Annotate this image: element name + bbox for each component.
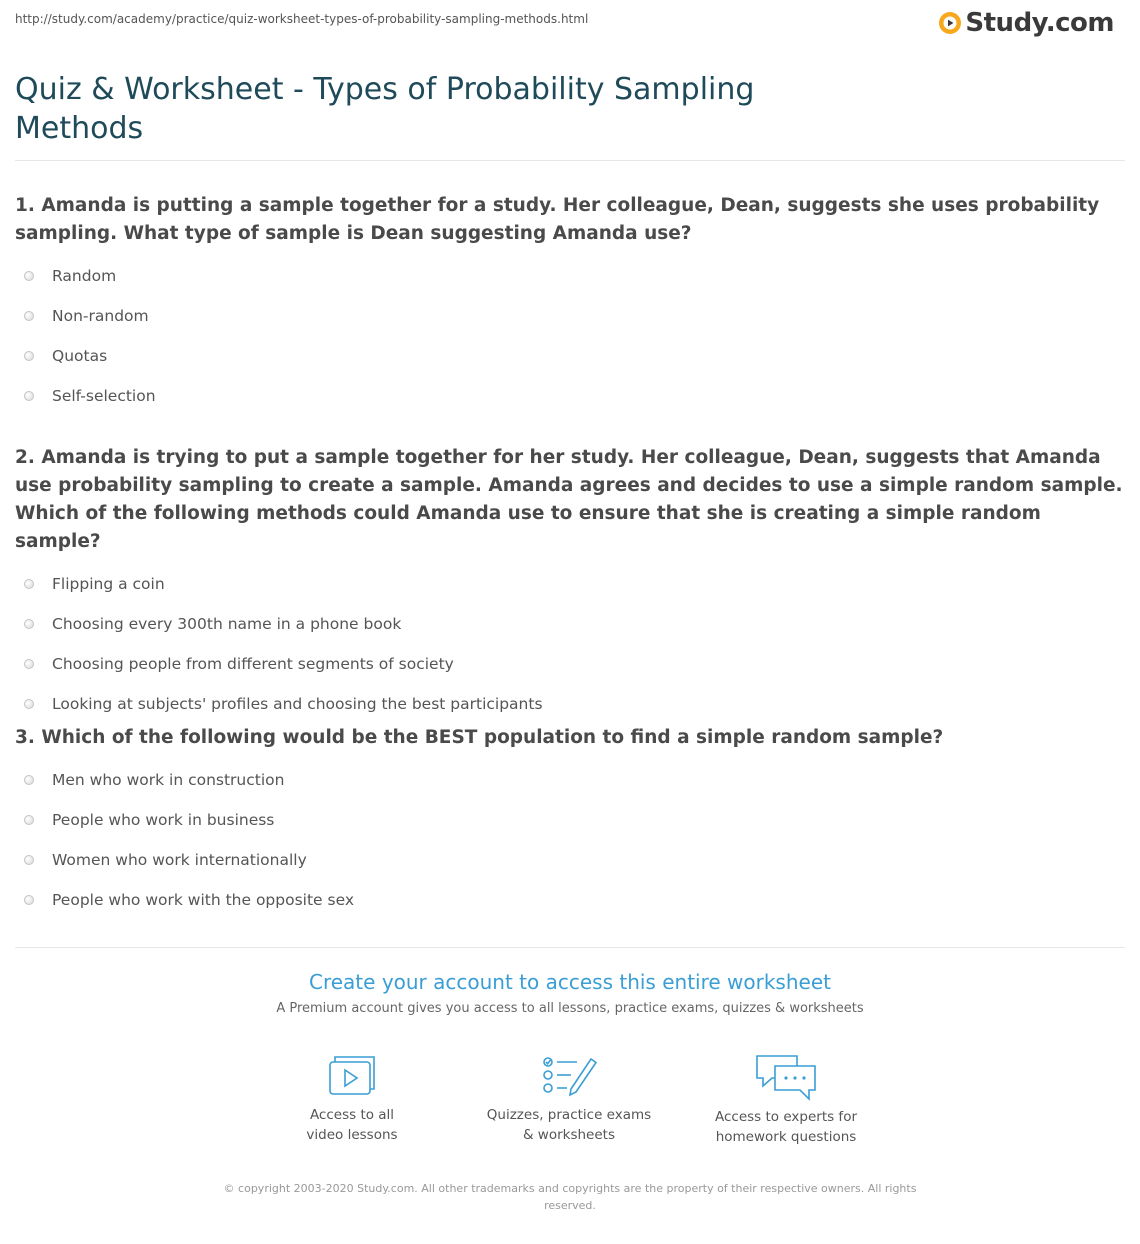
radio-icon[interactable] xyxy=(24,579,34,589)
answer-label: Flipping a coin xyxy=(52,575,165,593)
answer-label: Random xyxy=(52,267,117,285)
answer-option[interactable] xyxy=(15,256,1125,296)
answer-label: Choosing people from different segments of society xyxy=(52,655,454,673)
feature-video-lessons xyxy=(257,1053,447,1145)
feature-label: Access to all video lessons xyxy=(306,1107,398,1143)
answer-option[interactable] xyxy=(15,564,1125,604)
answer-label: Quotas xyxy=(52,347,108,365)
radio-icon[interactable] xyxy=(24,659,34,669)
question-3 xyxy=(15,724,1125,920)
feature-label: Access to experts for homework questions xyxy=(714,1109,857,1145)
logo-text: Study.com xyxy=(965,8,1114,38)
answer-label: Men who work in construction xyxy=(52,771,285,789)
create-account-link[interactable]: Create your account to access this entire worksheet xyxy=(309,970,831,994)
radio-icon[interactable] xyxy=(24,775,34,785)
answer-label: People who work with the opposite sex xyxy=(52,891,355,909)
answer-label: Choosing every 300th name in a phone book xyxy=(52,615,402,633)
chat-experts-icon xyxy=(754,1053,818,1101)
answer-option[interactable] xyxy=(15,880,1125,920)
page-url: http://study.com/academy/practice/quiz-worksheet-types-of-probability-sampling-methods.html xyxy=(15,12,589,26)
answer-options xyxy=(15,760,1125,920)
answer-option[interactable] xyxy=(15,644,1125,684)
answer-option[interactable] xyxy=(15,760,1125,800)
answer-option[interactable] xyxy=(15,296,1125,336)
video-lessons-icon xyxy=(326,1053,378,1099)
play-circle-icon xyxy=(938,11,962,35)
question-text: 2. Amanda is trying to put a sample together for her study. Her colleague, Dean, suggests that Amanda use probability sampling to create a sample. Amanda agrees and decides to use a simple random sample. Which of the following methods could Amanda use to ensure that she is creating a simple random sample? xyxy=(15,447,1123,552)
radio-icon[interactable] xyxy=(24,271,34,281)
answer-option[interactable] xyxy=(15,840,1125,880)
radio-icon[interactable] xyxy=(24,619,34,629)
radio-icon[interactable] xyxy=(24,351,34,361)
question-text: 1. Amanda is putting a sample together for a study. Her colleague, Dean, suggests she uses probability sampling. What type of sample is Dean suggesting Amanda use? xyxy=(15,195,1100,244)
study-logo[interactable] xyxy=(938,8,1114,38)
answer-label: Non-random xyxy=(52,307,149,325)
answer-label: Women who work internationally xyxy=(52,851,307,869)
answer-option[interactable] xyxy=(15,800,1125,840)
radio-icon[interactable] xyxy=(24,391,34,401)
premium-description: A Premium account gives you access to all lessons, practice exams, quizzes & worksheets xyxy=(276,1001,864,1016)
copyright-notice: © copyright 2003-2020 Study.com. All other trademarks and copyrights are the property of their respective owners. All rights reserved. xyxy=(223,1182,917,1212)
radio-icon[interactable] xyxy=(24,815,34,825)
answer-label: People who work in business xyxy=(52,811,275,829)
answer-option[interactable] xyxy=(15,604,1125,644)
question-text: 3. Which of the following would be the BEST population to find a simple random sample? xyxy=(15,727,944,748)
feature-label: Quizzes, practice exams & worksheets xyxy=(486,1107,652,1143)
feature-experts xyxy=(691,1053,881,1147)
quiz-checklist-icon xyxy=(541,1053,597,1099)
answer-option[interactable] xyxy=(15,336,1125,376)
answer-options xyxy=(15,564,1125,724)
radio-icon[interactable] xyxy=(24,855,34,865)
radio-icon[interactable] xyxy=(24,699,34,709)
radio-icon[interactable] xyxy=(24,895,34,905)
page-title: Quiz & Worksheet - Types of Probability Sampling Methods xyxy=(15,72,755,146)
answer-option[interactable] xyxy=(15,684,1125,724)
answer-label: Looking at subjects' profiles and choosing the best participants xyxy=(52,695,543,713)
question-2 xyxy=(15,444,1125,724)
answer-option[interactable] xyxy=(15,376,1125,416)
question-1 xyxy=(15,192,1125,416)
answer-options xyxy=(15,256,1125,416)
radio-icon[interactable] xyxy=(24,311,34,321)
answer-label: Self-selection xyxy=(52,387,156,405)
divider xyxy=(15,947,1125,948)
feature-quizzes xyxy=(474,1053,664,1145)
divider xyxy=(15,160,1125,161)
